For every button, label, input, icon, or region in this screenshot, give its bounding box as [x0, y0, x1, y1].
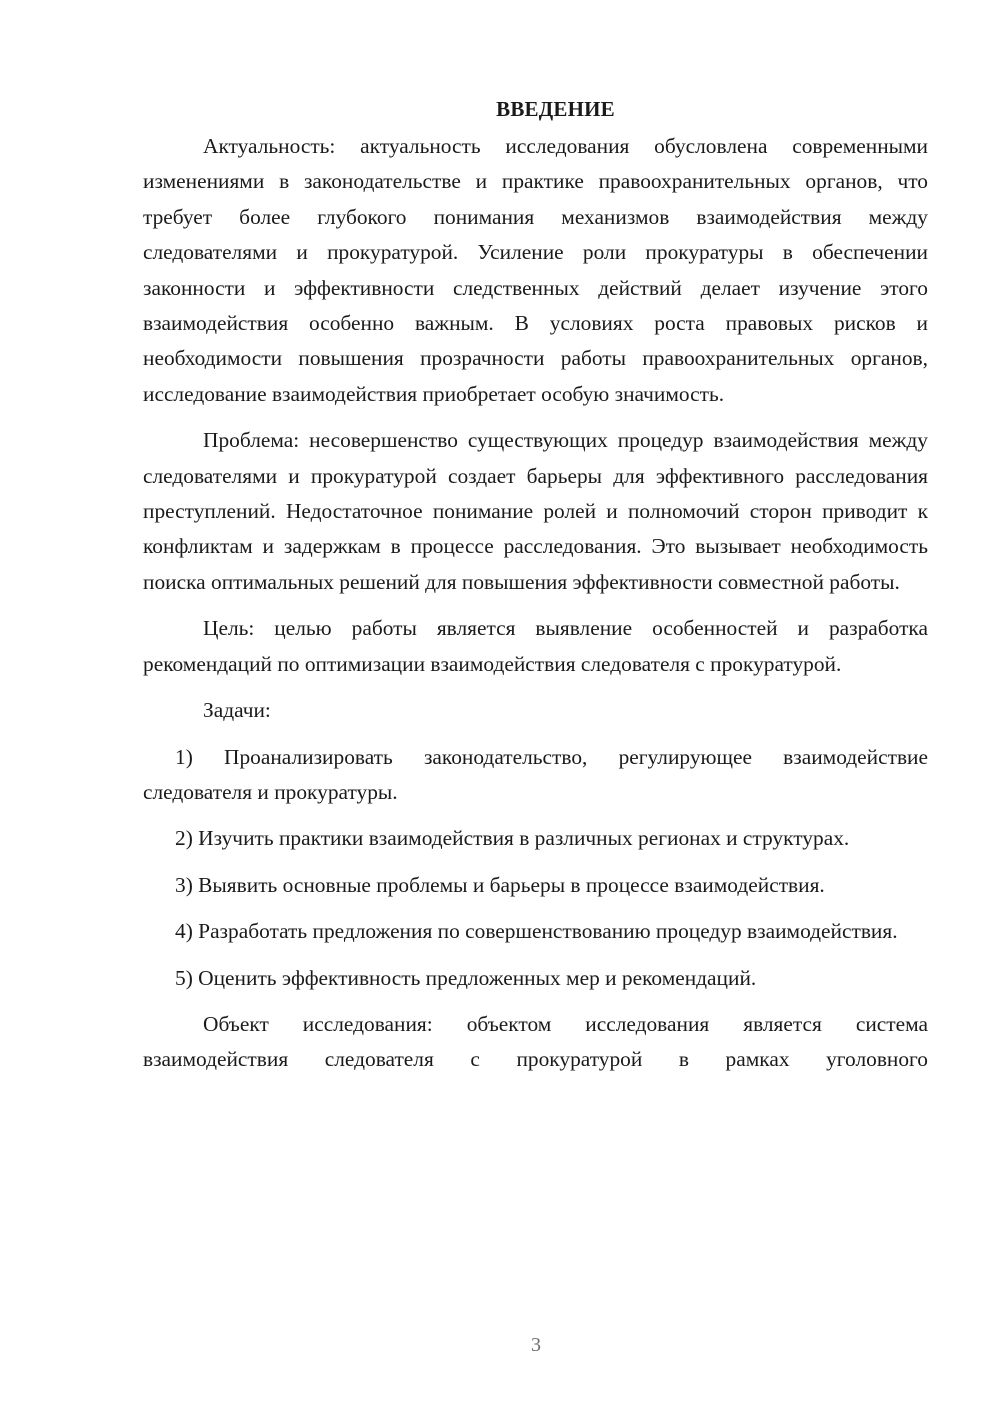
paragraph-tasks-heading: Задачи:	[203, 698, 271, 723]
task-item-5: 5) Оценить эффективность предложенных мер и рекомендаций.	[175, 965, 757, 990]
paragraph-goal: Цель: целью работы является выявление особенностей и разработка рекомендаций по оптимизации взаимодействия следователя с прокуратурой.	[143, 616, 928, 676]
paragraph-object: Объект исследования: объектом исследования является система взаимодействия следователя с прокуратурой в рамках уголовного	[143, 1011, 928, 1072]
paragraph-relevance: Актуальность: актуальность исследования обусловлена современными изменениями в законодательстве и практике правоохранительных органов, что требует более глубокого понимания механизмов взаимодействия между следователями и прокуратурой. Усиление роли прокуратуры в обеспечении законности и эффективности следственных действий делает изучение этого взаимодействия особенно важным. В условиях роста правовых рисков и необходимости повышения прозрачности работы правоохранительных органов, исследование взаимодействия приобретает особую значимость.	[143, 134, 928, 406]
task-item-3: 3) Выявить основные проблемы и барьеры в процессе взаимодействия.	[175, 872, 825, 897]
task-item-4: 4) Разработать предложения по совершенствованию процедур взаимодействия.	[175, 919, 898, 944]
document-title: ВВЕДЕНИЕ	[496, 97, 615, 121]
document-body	[143, 92, 928, 1078]
page-number: 3	[531, 1334, 541, 1356]
task-item-2: 2) Изучить практики взаимодействия в различных регионах и структурах.	[175, 826, 850, 851]
task-item-1: 1) Проанализировать законодательство, регулирующее взаимодействие следователя и прокуратуры.	[143, 744, 928, 804]
paragraph-problem: Проблема: несовершенство существующих процедур взаимодействия между следователями и прокуратурой создает барьеры для эффективного расследования преступлений. Недостаточное понимание ролей и полномочий сторон приводит к конфликтам и задержкам в процессе расследования. Это вызывает необходимость поиска оптимальных решений для повышения эффективности совместной работы.	[143, 428, 928, 594]
